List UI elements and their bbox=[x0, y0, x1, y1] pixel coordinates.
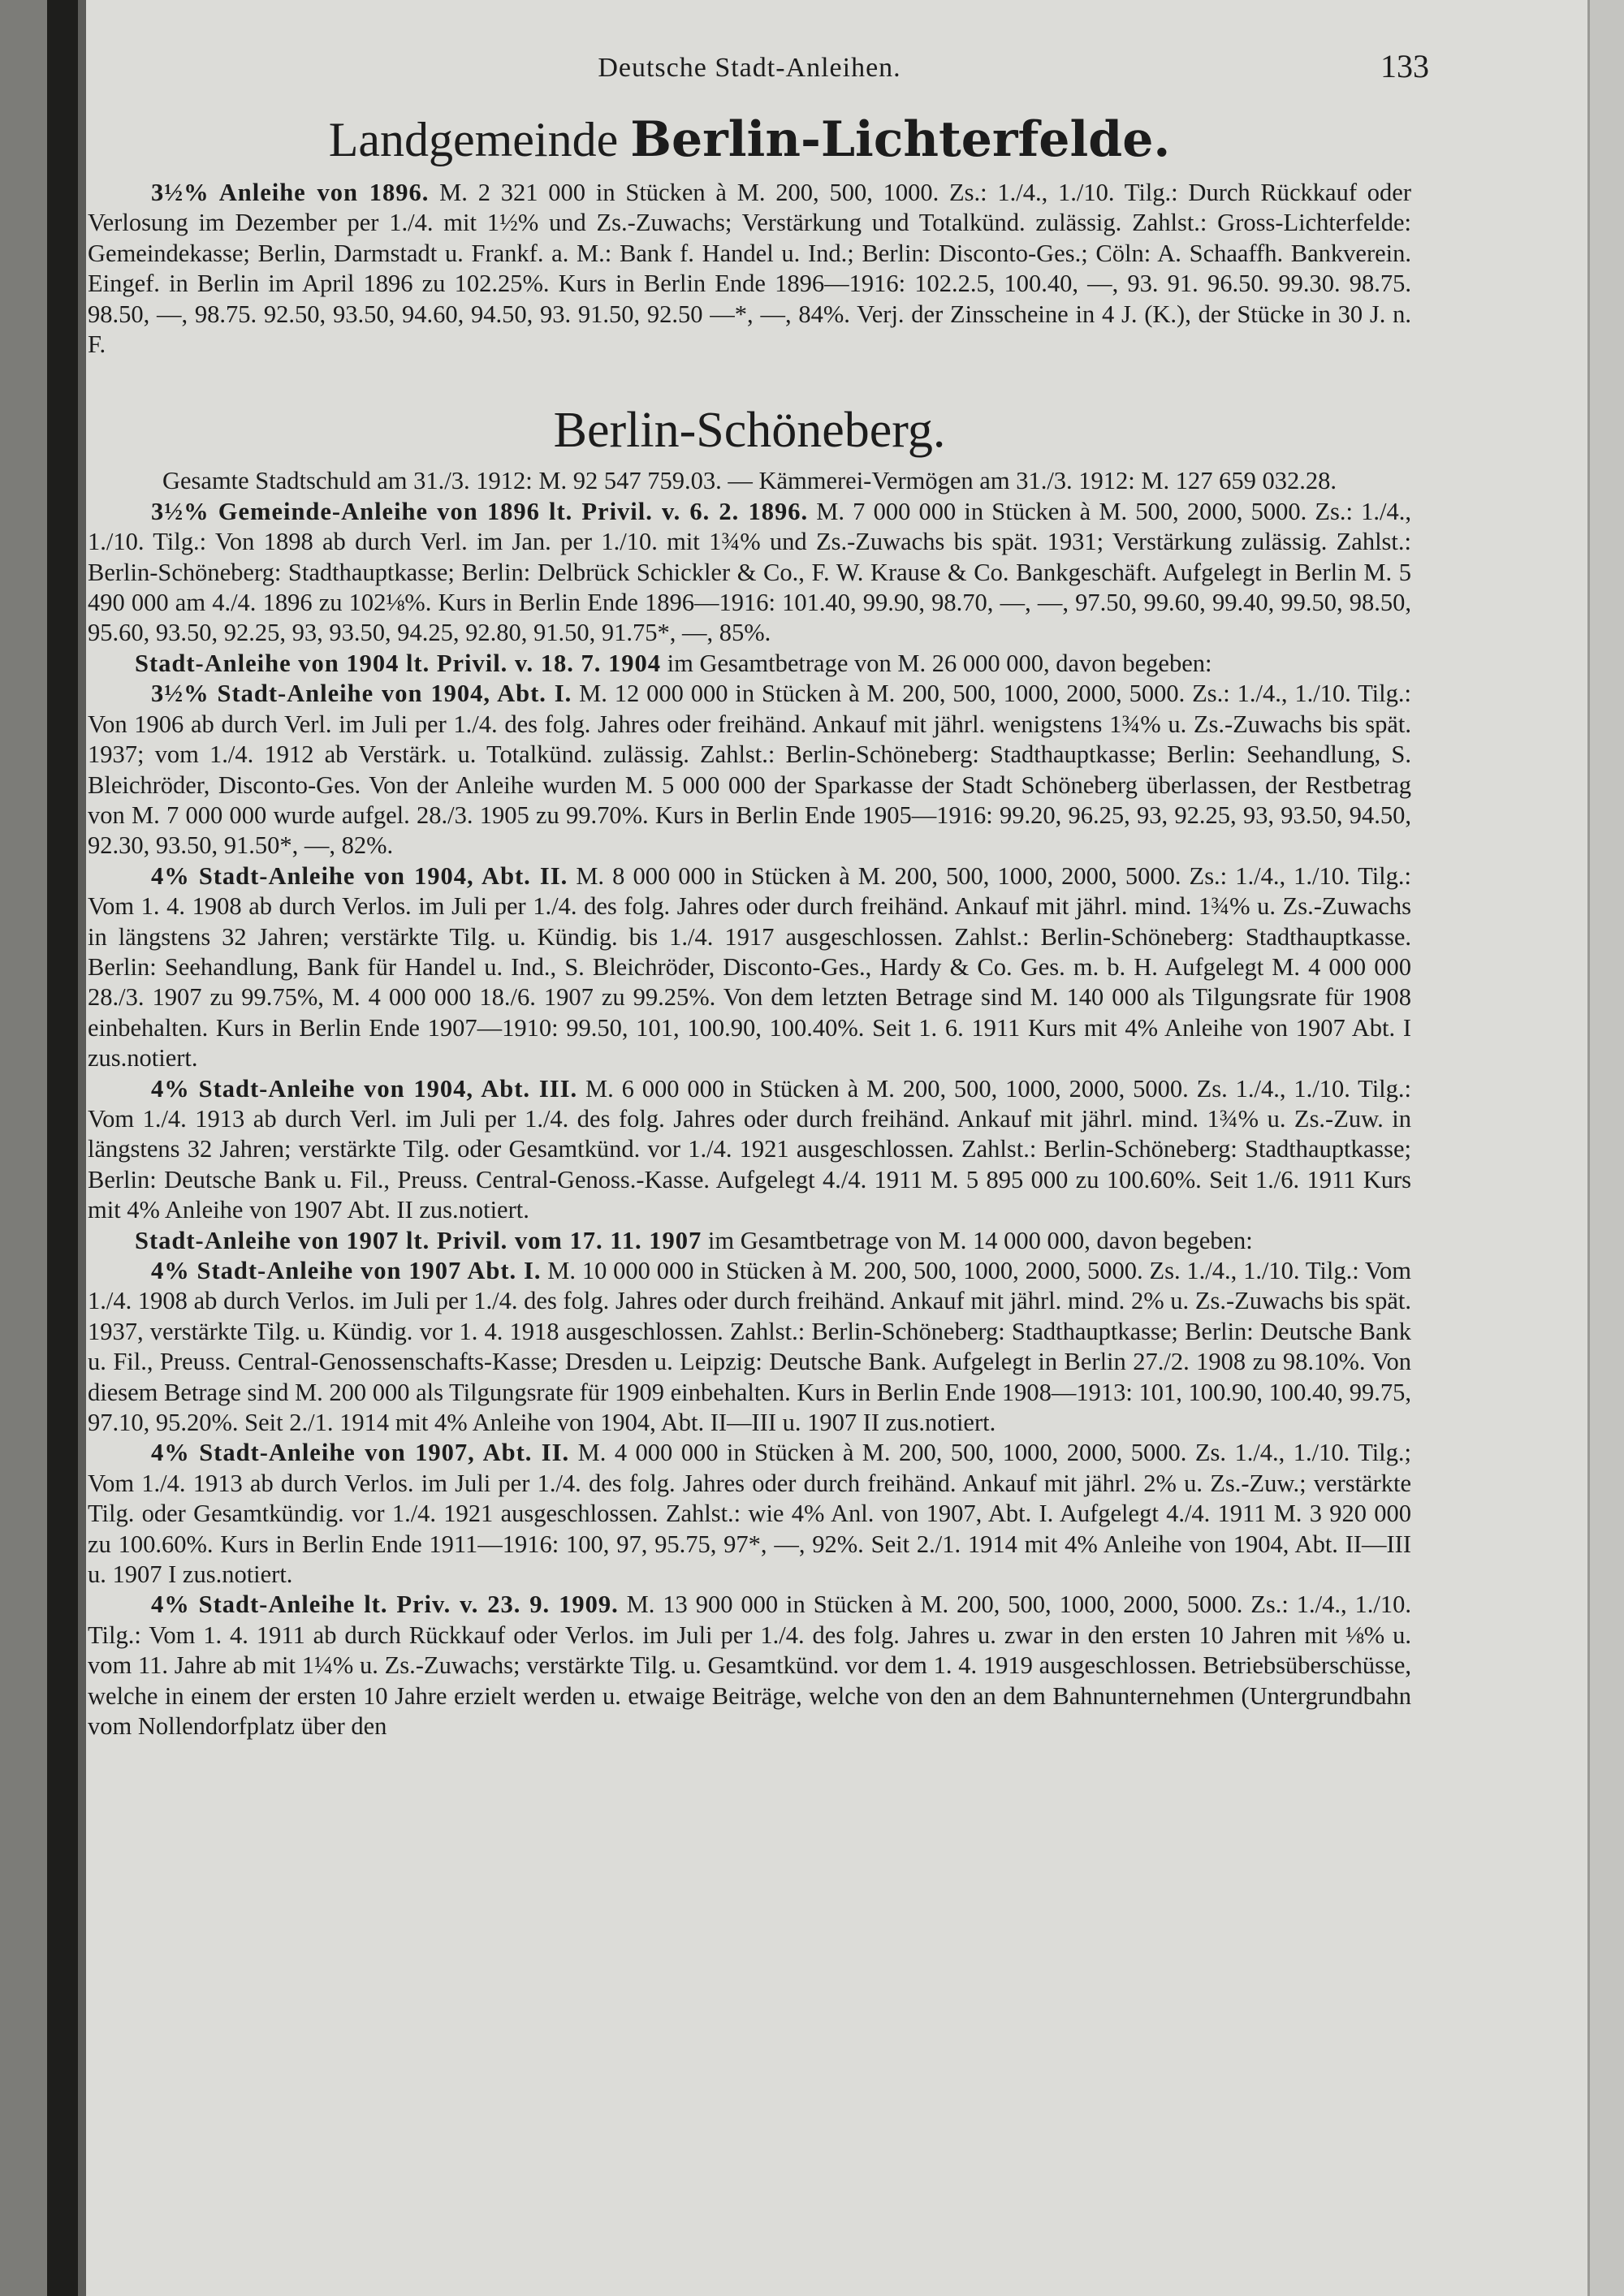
loan-label: 4% Stadt-Anleihe von 1904, Abt. III. bbox=[151, 1074, 578, 1103]
loan-text: M. 8 000 000 in Stücken à M. 200, 500, 1000, 2000, 5000. Zs.: 1./4., 1./10. Tilg.: Vom 1. 4. 1908 ab durch Verlos. im Juli per 1./4. des folg. Jahres oder durch freihänd. Ankauf mit jährl. mind. 1¾% u. Zs.-Zuwachs in längstens 32 Jahren; verstärkte Tilg. u. Kündig. bis 1./4. 1917 ausgeschlossen. Zahlst.: Berlin-Schöneberg: Stadthauptkasse. Berlin: Seehandlung, Bank für Handel u. Ind., S. Bleichröder, Disconto-Ges., Hardy & Co. Ges. m. b. H. Aufgelegt M. 4 000 000 28./3. 1907 zu 99.75%, M. 4 000 000 18./6. 1907 zu 99.25%. Von dem letzten Betrage sind M. 140 000 als Tilgungsrate für 1908 einbehalten. Kurs in Berlin Ende 1907—1910: 99.50, 101, 100.90, 100.40%. Seit 1. 6. 1911 Kurs mit 4% Anleihe von 1907 Abt. I zus.notiert. bbox=[88, 861, 1411, 1072]
binding-gutter bbox=[78, 0, 86, 2296]
loan-text: M. 12 000 000 in Stücken à M. 200, 500, 1000, 2000, 5000. Zs.: 1./4., 1./10. Tilg.: Von 1906 ab durch Verl. im Juli per 1./4. des folg. Jahres oder freihänd. Ankauf mit jährl. wenigstens 1¾% u. Zs.-Zuwachs bis spät. 1937; vom 1./4. 1912 ab Verstärk. u. Totalkünd. zulässig. Zahlst.: Berlin-Schöneberg: Stadthauptkasse; Berlin: Seehandlung, S. Bleichröder, Disconto-Ges. Von der Anleihe wurden M. 5 000 000 der Sparkasse der Stadt Schöneberg überlassen, der Restbetrag von M. 7 000 000 wurde aufgel. 28./3. 1905 zu 99.70%. Kurs in Berlin Ende 1905—1916: 99.20, 96.25, 93, 92.25, 93, 93.50, 94.50, 92.30, 93.50, 91.50*, —, 82%. bbox=[88, 680, 1411, 860]
loan-1907-abt-1 bbox=[88, 1256, 1411, 1438]
loan-label: 4% Stadt-Anleihe von 1904, Abt. II. bbox=[151, 861, 568, 890]
binding-shadow bbox=[47, 0, 78, 2296]
debt-summary: Gesamte Stadtschuld am 31./3. 1912: M. 92 547 759.03. — Kämmerei-Vermögen am 31./3. 1912: M. 127 659 032.28. bbox=[162, 467, 1337, 495]
loan-1909 bbox=[88, 1590, 1411, 1741]
loan-1904-abt-3 bbox=[88, 1074, 1411, 1226]
loan-label: 4% Stadt-Anleihe lt. Priv. v. 23. 9. 1909. bbox=[151, 1590, 619, 1619]
heading-prefix: Landgemeinde bbox=[328, 113, 631, 166]
loan-text: im Gesamtbetrage von M. 14 000 000, davon begeben: bbox=[702, 1226, 1253, 1254]
loan-1904-abt-2 bbox=[88, 861, 1411, 1074]
loan-stadt-1907 bbox=[88, 1226, 1411, 1256]
page-content bbox=[88, 45, 1429, 1742]
loan-label: Stadt-Anleihe von 1904 lt. Privil. v. 18. 7. 1904 bbox=[135, 649, 661, 677]
running-head bbox=[88, 45, 1429, 93]
heading-main: Berlin-Lichterfelde. bbox=[630, 111, 1171, 168]
loan-text: M. 7 000 000 in Stücken à M. 500, 2000, 5000. Zs.: 1./4., 1./10. Tilg.: Von 1898 ab durch Verl. im Jan. per 1./10. mit 1¾% und Zs.-Zuwachs bis spät. 1931; Verstärkung zulässig. Zahlst.: Berlin-Schöneberg: Stadthauptkasse; Berlin: Delbrück Schickler & Co., F. W. Krause & Co. Bankgeschäft. Aufgelegt in Berlin M. 5 490 000 am 4./4. 1896 zu 102⅛%. Kurs in Berlin Ende 1896—1916: 101.40, 99.90, 98.70, —, —, 97.50, 99.60, 99.40, 99.50, 98.50, 95.60, 93.50, 92.25, 93, 93.50, 94.25, 92.80, 91.50, 91.75*, —, 85%. bbox=[88, 497, 1411, 647]
loan-1907-abt-2 bbox=[88, 1438, 1411, 1590]
loan-lichterfelde-1896 bbox=[88, 178, 1411, 360]
page-number: 133 bbox=[1380, 48, 1429, 84]
loan-stadt-1904 bbox=[88, 649, 1411, 679]
loan-label: 3½% Stadt-Anleihe von 1904, Abt. I. bbox=[151, 680, 572, 708]
right-page-edge bbox=[1587, 0, 1624, 2296]
loan-label: 3½% Gemeinde-Anleihe von 1896 lt. Privil. v. 6. 2. 1896. bbox=[151, 497, 809, 525]
loan-label: 4% Stadt-Anleihe von 1907 Abt. I. bbox=[151, 1257, 542, 1284]
loan-text: M. 10 000 000 in Stücken à M. 200, 500, 1000, 2000, 5000. Zs. 1./4., 1./10. Tilg.: Vom 1./4. 1908 ab durch Verlos. im Juli per 1./4. des folg. Jahres oder durch freihänd. Ankauf mit jährl. mind. 2% u. Zs.-Zuwachs bis spät. 1937, verstärkte Tilg. u. Kündig. vor 1. 4. 1918 ausgeschlossen. Zahlst.: Berlin-Schöneberg: Stadthauptkasse; Berlin: Deutsche Bank u. Fil., Preuss. Central-Genossenschafts-Kasse; Dresden u. Leipzig: Deutsche Bank. Aufgelegt in Berlin 27./2. 1908 zu 98.10%. Von diesem Betrage sind M. 200 000 als Tilgungsrate für 1909 einbehalten. Kurs in Berlin Ende 1908—1913: 101, 100.90, 100.40, 99.75, 97.10, 95.20%. Seit 2./1. 1914 mit 4% Anleihe von 1904, Abt. II—III u. 1907 II zus.notiert. bbox=[88, 1257, 1412, 1437]
loan-text: M. 4 000 000 in Stücken à M. 200, 500, 1000, 2000, 5000. Zs. 1./4., 1./10. Tilg.; Vom 1./4. 1913 ab durch Verlos. im Juli per 1./4. des folg. Jahres oder durch freihänd. Ankauf mit jährl. 2% u. Zs.-Zuw.; verstärkte Tilg. oder Gesamtkündig. vor 1./4. 1921 ausgeschlossen. Zahlst.: wie 4% Anl. von 1907, Abt. I. Aufgelegt 4./4. 1911 M. 3 920 000 zu 100.60%. Kurs in Berlin Ende 1911—1916: 100, 97, 95.75, 97*, —, 92%. Seit 2./1. 1914 mit 4% Anleihe von 1904, Abt. II—III u. 1907 I zus.notiert. bbox=[88, 1439, 1411, 1589]
loan-text: M. 2 321 000 in Stücken à M. 200, 500, 1000. Zs.: 1./4., 1./10. Tilg.: Durch Rückkauf oder Verlosung im Dezember per 1./4. mit 1½% und Zs.-Zuwachs; Verstärkung und Totalkünd. zulässig. Zahlst.: Gross-Lichterfelde: Gemeindekasse; Berlin, Darmstadt u. Frankf. a. M.: Bank f. Handel u. Ind.; Berlin: Disconto-Ges.; Cöln: A. Schaaffh. Bankverein. Eingef. in Berlin im April 1896 zu 102.25%. Kurs in Berlin Ende 1896—1916: 102.2.5, 100.40, —, 93. 91. 96.50. 99.30. 98.75. 98.50, —, 98.75. 92.50, 93.50, 94.60, 94.50, 93. 91.50, 92.50 —*, —, 84%. Verj. der Zinsscheine in 4 J. (K.), der Stücke in 30 J. n. F. bbox=[88, 179, 1411, 359]
loan-1904-abt-1 bbox=[88, 679, 1411, 861]
loan-label: Stadt-Anleihe von 1907 lt. Privil. vom 17. 11. 1907 bbox=[135, 1226, 702, 1254]
loan-text: M. 6 000 000 in Stücken à M. 200, 500, 1000, 2000, 5000. Zs. 1./4., 1./10. Tilg.: Vom 1./4. 1913 ab durch Verl. im Juli per 1./4. des folg. Jahres oder durch freihänd. Ankauf mit jährl. mind. 1¾% u. Zs.-Zuw. in längstens 32 Jahren; verstärkte Tilg. oder Gesamtkünd. vor 1./4. 1921 ausgeschlossen. Zahlst.: Berlin-Schöneberg: Stadthauptkasse; Berlin: Deutsche Bank u. Fil., Preuss. Central-Genoss.-Kasse. Aufgelegt 4./4. 1911 M. 5 895 000 zu 100.60%. Seit 1./6. 1911 Kurs mit 4% Anleihe von 1907 Abt. II zus.notiert. bbox=[88, 1074, 1412, 1224]
running-head-title: Deutsche Stadt-Anleihen. bbox=[598, 53, 901, 83]
heading-berlin-lichterfelde bbox=[88, 111, 1411, 168]
loan-gemeinde-1896 bbox=[88, 497, 1411, 649]
loan-text: M. 13 900 000 in Stücken à M. 200, 500, 1000, 2000, 5000. Zs.: 1./4., 1./10. Tilg.: Vom 1. 4. 1911 ab durch Rückkauf oder Verlos. im Juli per 1./4. des folg. Jahres u. zwar in den ersten 10 Jahren mit ⅛% u. vom 11. Jahre ab mit 1¼% u. Zs.-Zuwachs; verstärkte Tilg. u. Gesamtkünd. vor dem 1. 4. 1919 ausgeschlossen. Betriebsüberschüsse, welche in einem der ersten 10 Jahre erzielt werden u. etwaige Beiträge, welche von den an dem Bahnunternehmen (Untergrundbahn vom Nollendorfplatz über den bbox=[88, 1590, 1411, 1741]
loan-label: 4% Stadt-Anleihe von 1907, Abt. II. bbox=[151, 1439, 570, 1467]
heading-berlin-schoeneberg: Berlin-Schöneberg. bbox=[553, 403, 946, 459]
loan-text: im Gesamtbetrage von M. 26 000 000, davon begeben: bbox=[661, 649, 1212, 677]
loan-label: 3½% Anleihe von 1896. bbox=[151, 179, 430, 206]
